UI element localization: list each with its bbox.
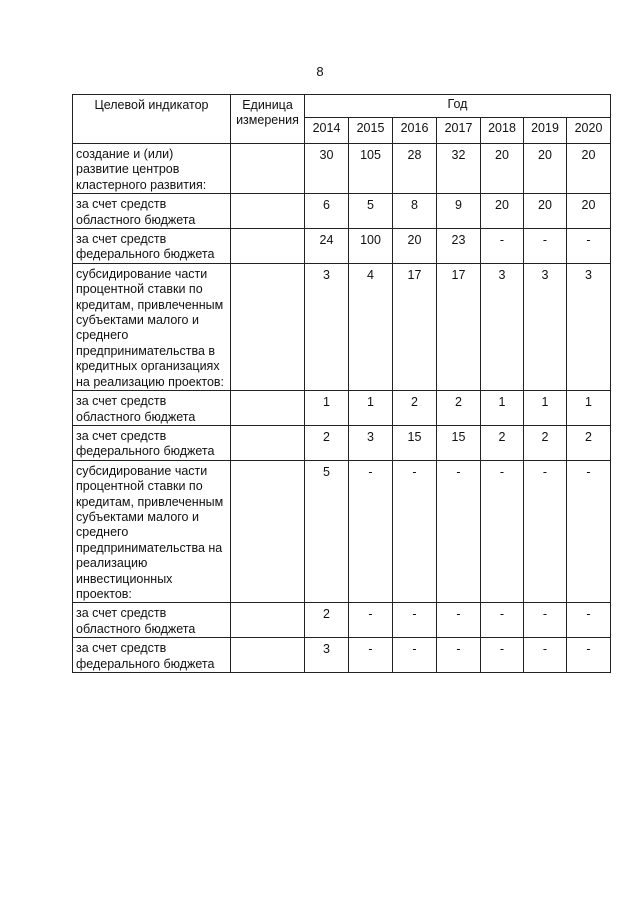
indicator-cell: субсидирование части процентной ставки по кредитам, привлеченным субъектами малого и среднего предпринимательства на реализацию инвестиционных проектов: xyxy=(73,460,231,603)
value-cell-2016: 20 xyxy=(393,229,437,264)
value-cell-2018: 2 xyxy=(481,425,524,460)
value-cell-2016: 15 xyxy=(393,425,437,460)
value-cell-2019: - xyxy=(524,603,567,638)
table-row xyxy=(73,229,611,264)
indicator-cell: за счет средств федерального бюджета xyxy=(73,425,231,460)
value-cell-2014: 6 xyxy=(305,194,349,229)
unit-cell xyxy=(231,144,305,194)
header-year-2015: 2015 xyxy=(349,118,393,144)
indicator-cell: субсидирование части процентной ставки по кредитам, привлеченным субъектами малого и среднего предпринимательства в кредитных организациях на реализацию проектов: xyxy=(73,263,231,390)
value-cell-2019: - xyxy=(524,229,567,264)
value-cell-2015: - xyxy=(349,638,393,673)
page-number: 8 xyxy=(316,64,324,79)
table-row xyxy=(73,460,611,603)
table-row xyxy=(73,391,611,426)
unit-cell xyxy=(231,391,305,426)
value-cell-2020: - xyxy=(567,229,611,264)
value-cell-2014: 1 xyxy=(305,391,349,426)
table-row xyxy=(73,263,611,390)
unit-cell xyxy=(231,638,305,673)
value-cell-2017: - xyxy=(437,460,481,603)
value-cell-2015: 3 xyxy=(349,425,393,460)
value-cell-2018: - xyxy=(481,603,524,638)
value-cell-2014: 5 xyxy=(305,460,349,603)
table-row xyxy=(73,603,611,638)
value-cell-2020: 1 xyxy=(567,391,611,426)
indicator-cell: создание и (или) развитие центров кластерного развития: xyxy=(73,144,231,194)
value-cell-2017: - xyxy=(437,603,481,638)
unit-cell xyxy=(231,229,305,264)
header-year-2019: 2019 xyxy=(524,118,567,144)
value-cell-2019: - xyxy=(524,460,567,603)
value-cell-2019: 1 xyxy=(524,391,567,426)
indicator-cell: за счет средств федерального бюджета xyxy=(73,229,231,264)
value-cell-2015: 4 xyxy=(349,263,393,390)
value-cell-2018: 3 xyxy=(481,263,524,390)
value-cell-2018: - xyxy=(481,460,524,603)
table-row xyxy=(73,194,611,229)
header-year-group: Год xyxy=(305,95,611,118)
value-cell-2018: - xyxy=(481,229,524,264)
value-cell-2019: 2 xyxy=(524,425,567,460)
value-cell-2015: 100 xyxy=(349,229,393,264)
table-row xyxy=(73,638,611,673)
header-unit: Единица измерения xyxy=(231,95,305,144)
value-cell-2014: 3 xyxy=(305,263,349,390)
value-cell-2020: - xyxy=(567,603,611,638)
value-cell-2020: 2 xyxy=(567,425,611,460)
value-cell-2017: 9 xyxy=(437,194,481,229)
header-year-2016: 2016 xyxy=(393,118,437,144)
value-cell-2018: 20 xyxy=(481,144,524,194)
header-year-2014: 2014 xyxy=(305,118,349,144)
unit-cell xyxy=(231,603,305,638)
value-cell-2020: - xyxy=(567,638,611,673)
table-row xyxy=(73,425,611,460)
header-year-2018: 2018 xyxy=(481,118,524,144)
value-cell-2017: 32 xyxy=(437,144,481,194)
value-cell-2019: 20 xyxy=(524,194,567,229)
value-cell-2015: 1 xyxy=(349,391,393,426)
indicator-table xyxy=(72,94,611,673)
unit-cell xyxy=(231,460,305,603)
value-cell-2015: 105 xyxy=(349,144,393,194)
value-cell-2015: - xyxy=(349,603,393,638)
unit-cell xyxy=(231,425,305,460)
value-cell-2020: 20 xyxy=(567,194,611,229)
value-cell-2019: - xyxy=(524,638,567,673)
indicator-cell: за счет средств областного бюджета xyxy=(73,391,231,426)
value-cell-2016: - xyxy=(393,603,437,638)
value-cell-2017: 15 xyxy=(437,425,481,460)
value-cell-2018: - xyxy=(481,638,524,673)
header-year-2017: 2017 xyxy=(437,118,481,144)
value-cell-2019: 20 xyxy=(524,144,567,194)
value-cell-2014: 24 xyxy=(305,229,349,264)
value-cell-2016: - xyxy=(393,638,437,673)
unit-cell xyxy=(231,194,305,229)
value-cell-2016: - xyxy=(393,460,437,603)
value-cell-2018: 1 xyxy=(481,391,524,426)
unit-cell xyxy=(231,263,305,390)
value-cell-2020: - xyxy=(567,460,611,603)
value-cell-2017: 17 xyxy=(437,263,481,390)
table-row xyxy=(73,144,611,194)
header-indicator: Целевой индикатор xyxy=(73,95,231,144)
value-cell-2014: 3 xyxy=(305,638,349,673)
value-cell-2017: 23 xyxy=(437,229,481,264)
value-cell-2015: 5 xyxy=(349,194,393,229)
value-cell-2017: 2 xyxy=(437,391,481,426)
value-cell-2016: 2 xyxy=(393,391,437,426)
indicator-cell: за счет средств федерального бюджета xyxy=(73,638,231,673)
value-cell-2018: 20 xyxy=(481,194,524,229)
value-cell-2020: 3 xyxy=(567,263,611,390)
value-cell-2014: 30 xyxy=(305,144,349,194)
value-cell-2014: 2 xyxy=(305,603,349,638)
header-year-2020: 2020 xyxy=(567,118,611,144)
indicator-cell: за счет средств областного бюджета xyxy=(73,603,231,638)
value-cell-2017: - xyxy=(437,638,481,673)
value-cell-2016: 8 xyxy=(393,194,437,229)
value-cell-2016: 17 xyxy=(393,263,437,390)
value-cell-2014: 2 xyxy=(305,425,349,460)
value-cell-2015: - xyxy=(349,460,393,603)
value-cell-2016: 28 xyxy=(393,144,437,194)
value-cell-2019: 3 xyxy=(524,263,567,390)
indicator-cell: за счет средств областного бюджета xyxy=(73,194,231,229)
value-cell-2020: 20 xyxy=(567,144,611,194)
